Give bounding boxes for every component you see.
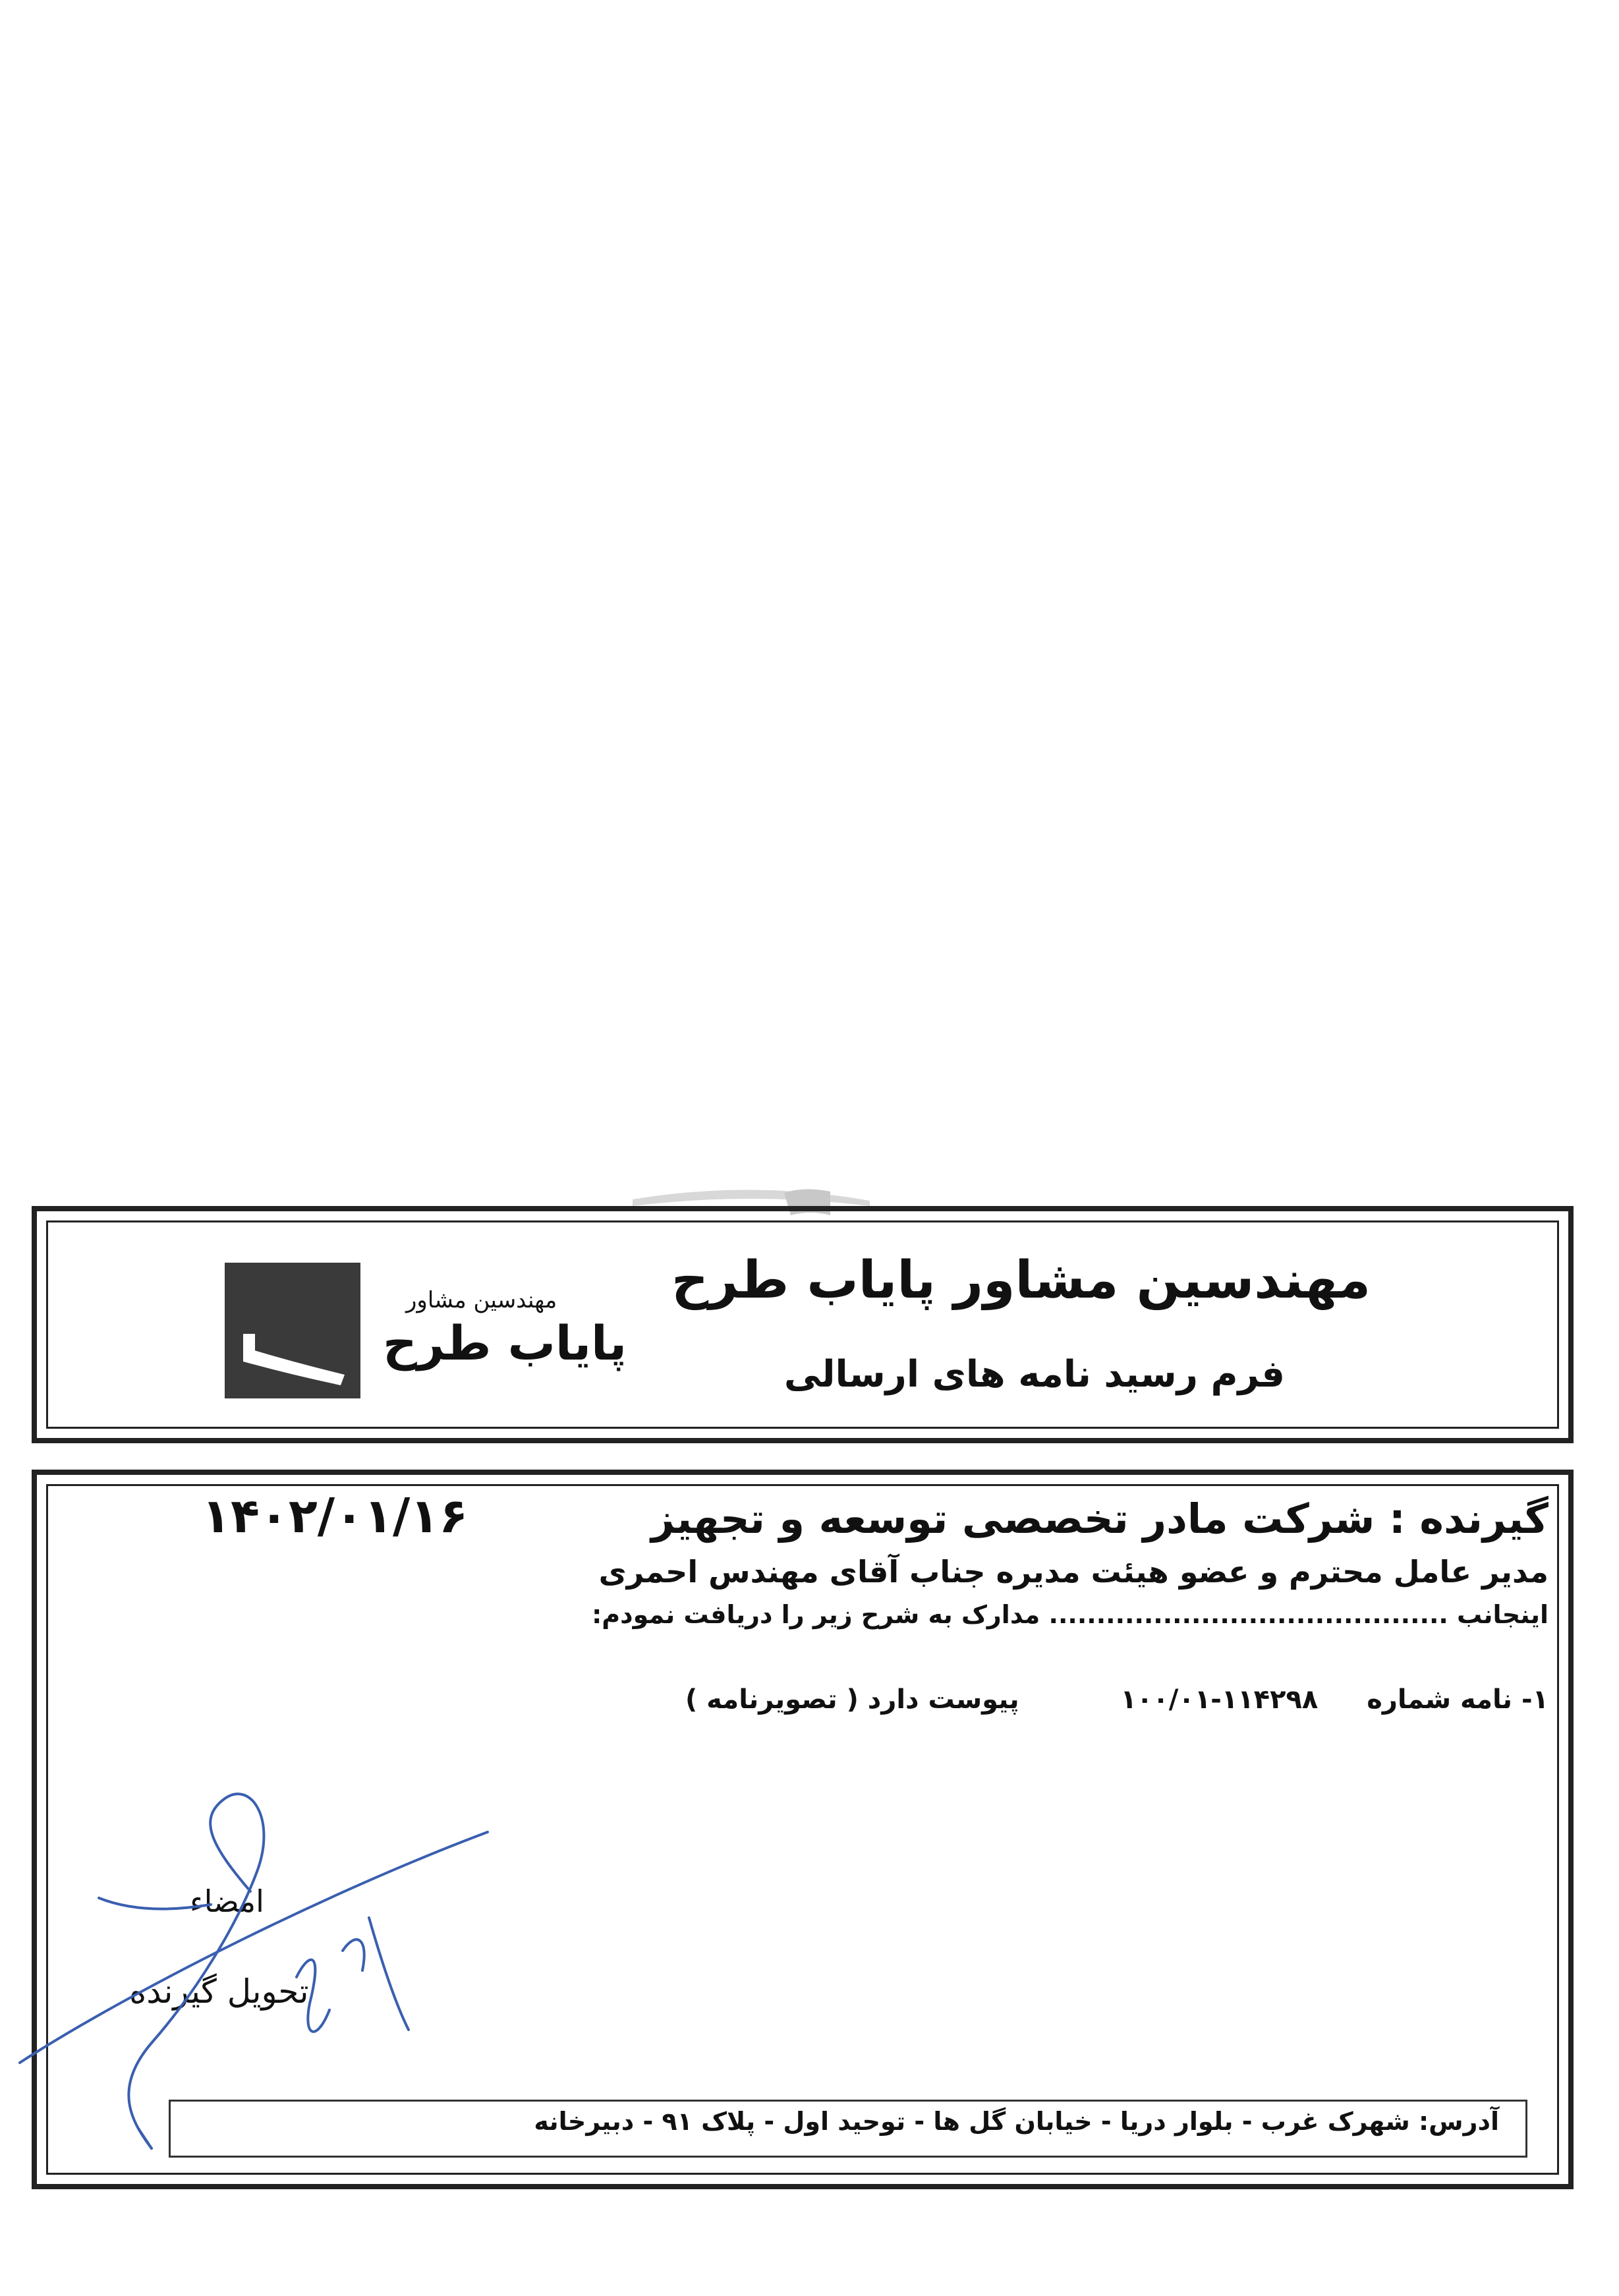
acknowledgement-line: اینجانب .......................................... مدارک به شرح زیر را دریافت نمودم: — [592, 1600, 1548, 1629]
signature-label: امضاء — [190, 1883, 264, 1919]
letter-item-label: ۱- نامه شماره — [1367, 1684, 1548, 1715]
receipt-body-section — [32, 1470, 1574, 2189]
receipt-date: ۱۴۰۲/۰۱/۱۶ — [202, 1488, 469, 1543]
header-section — [32, 1206, 1574, 1443]
receiver-label: تحویل گیرنده — [129, 1972, 309, 2011]
logo-name: پایاب طرح — [383, 1315, 627, 1371]
company-logo-icon — [225, 1263, 360, 1398]
addressee-line: مدیر عامل محترم و عضو هیئت مدیره جناب آقای مهندس احمری — [598, 1554, 1548, 1590]
letter-item-row — [685, 1684, 1548, 1715]
recipient-line: گیرنده : شرکت مادر تخصصی توسعه و تجهیز — [651, 1495, 1548, 1543]
company-title: مهندسین مشاور پایاب طرح — [671, 1251, 1371, 1310]
address-text: آدرس: شهرک غرب - بلوار دریا - خیابان گل ها - توحید اول - پلاک ۹۱ - دبیرخانه — [534, 2107, 1499, 2136]
letter-number: ۱۰۰/۰۱-۱۱۴۲۹۸ — [1120, 1684, 1319, 1715]
address-box — [169, 2100, 1527, 2158]
logo-subtitle: مهندسین مشاور — [406, 1287, 557, 1313]
form-title: فرم رسید نامه های ارسالی — [783, 1353, 1285, 1396]
letter-attachment: پیوست دارد ( تصویرنامه ) — [685, 1684, 1019, 1715]
